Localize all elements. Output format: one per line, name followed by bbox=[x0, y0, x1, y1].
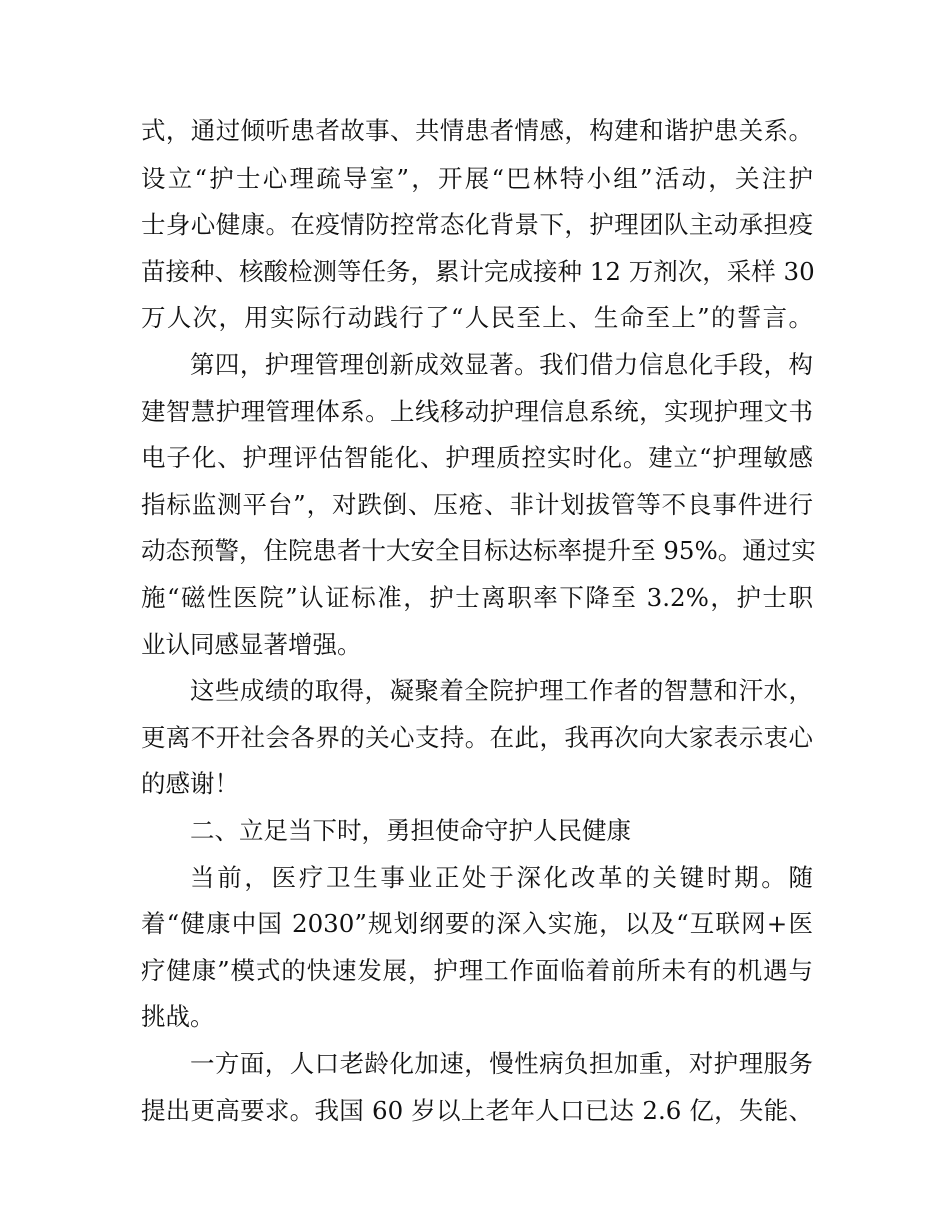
paragraph-first-line: 一方面，人口老龄化加速，慢性病负担加重，对护理服务 bbox=[190, 1049, 813, 1078]
text-line: 电子化、护理评估智能化、护理质控实时化。建立“护理敏感 bbox=[141, 443, 813, 472]
text-line: 万人次，用实际行动践行了“人民至上、生命至上”的誓言。 bbox=[141, 303, 813, 332]
text-line: 设立“护士心理疏导室”，开展“巴林特小组”活动，关注护 bbox=[141, 164, 813, 193]
text-line: 的感谢！ bbox=[141, 769, 239, 798]
paragraph-first-line: 当前，医疗卫生事业正处于深化改革的关键时期。随 bbox=[190, 863, 813, 892]
text-line: 建智慧护理管理体系。上线移动护理信息系统，实现护理文书 bbox=[141, 397, 813, 426]
section-heading: 二、立足当下时，勇担使命守护人民健康 bbox=[190, 816, 631, 845]
text-line: 着“健康中国 2030”规划纲要的深入实施，以及“互联网+医 bbox=[141, 909, 813, 938]
paragraph-first-line: 这些成绩的取得，凝聚着全院护理工作者的智慧和汗水， bbox=[190, 676, 813, 705]
text-line: 提出更高要求。我国 60 岁以上老年人口已达 2.6 亿，失能、 bbox=[141, 1096, 813, 1125]
text-line: 更离不开社会各界的关心支持。在此，我再次向大家表示衷心 bbox=[141, 723, 813, 752]
text-line: 式，通过倾听患者故事、共情患者情感，构建和谐护患关系。 bbox=[141, 116, 813, 145]
text-line: 业认同感显著增强。 bbox=[141, 630, 362, 659]
text-line: 苗接种、核酸检测等任务，累计完成接种 12 万剂次，采样 30 bbox=[141, 257, 815, 286]
paragraph-first-line: 第四，护理管理创新成效显著。我们借力信息化手段，构 bbox=[190, 350, 813, 379]
text-line: 指标监测平台”，对跌倒、压疮、非计划拔管等不良事件进行 bbox=[141, 490, 813, 519]
text-line: 施“磁性医院”认证标准，护士离职率下降至 3.2%，护士职 bbox=[141, 583, 813, 612]
text-line: 动态预警，住院患者十大安全目标达标率提升至 95%。通过实 bbox=[141, 536, 816, 565]
text-line: 挑战。 bbox=[141, 1002, 215, 1031]
text-line: 士身心健康。在疫情防控常态化背景下，护理团队主动承担疫 bbox=[141, 210, 813, 239]
text-line: 疗健康”模式的快速发展，护理工作面临着前所未有的机遇与 bbox=[141, 956, 813, 985]
